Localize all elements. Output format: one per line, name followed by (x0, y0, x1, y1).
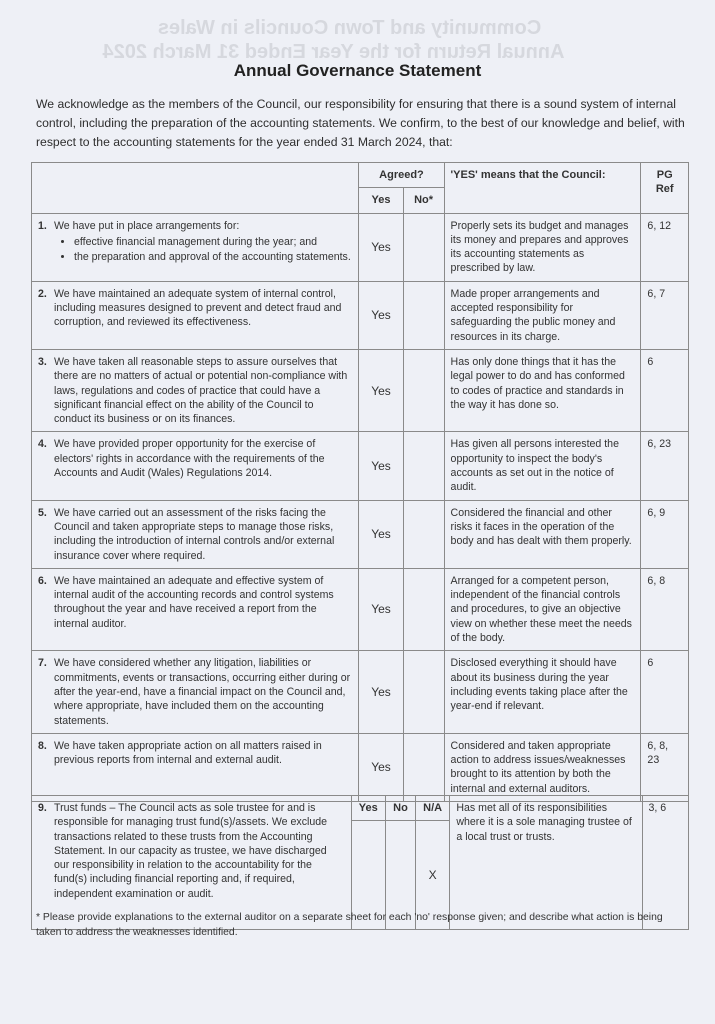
header-pg-ref: PG Ref (641, 163, 689, 214)
agreed-no-answer[interactable] (403, 500, 444, 568)
item-number: 2. (38, 287, 47, 300)
item-number: 7. (38, 657, 47, 670)
agreed-no-answer[interactable] (403, 213, 444, 281)
agreed-no-answer[interactable] (403, 281, 444, 349)
agreed-no-answer[interactable] (403, 349, 444, 431)
pg-ref-cell: 6, 12 (641, 213, 689, 281)
trust-statement-text: Trust funds – The Council acts as sole trustee for and is responsible for managing trust fund(s)/assets. We exclude transactions related to these trusts from the Accounting Statement. In our capacity as trustee, we have discharged our responsibility in relation to the accountability for the fund(s) including financial reporting and, if required, independent examination or audit. (54, 802, 328, 900)
statement-text: We have put in place arrangements for: (54, 219, 240, 232)
header-blank (32, 163, 359, 214)
bleed-through-header-line-1: Community and Town Councils in Wales (157, 17, 542, 39)
pg-ref-cell: 6, 7 (641, 281, 689, 349)
item-number: 1. (38, 219, 47, 232)
agreed-yes-answer[interactable]: Yes (359, 281, 403, 349)
pg-ref-cell: 6, 8 (641, 568, 689, 650)
agreed-yes-answer[interactable]: Yes (359, 568, 403, 650)
trust-header-yes: Yes (351, 796, 386, 821)
header-no: No* (403, 188, 444, 213)
statement-cell (32, 281, 359, 349)
yes-means-cell: Considered and taken appropriate action to address issues/weaknesses brought to its attention by both the internal and external auditors. (444, 733, 641, 801)
header-yes-means: 'YES' means that the Council: (444, 163, 641, 214)
statement-row (32, 568, 689, 650)
statement-text: We have taken appropriate action on all matters raised in previous reports from internal and external audit. (54, 739, 322, 767)
statement-text: We have taken all reasonable steps to assure ourselves that there are no matters of actual or potential non-compliance with laws, regulations and codes of practice that could have a significant financial effect on the ability of the Council to conduct its business or on its finances. (54, 355, 348, 426)
trust-header-na: N/A (415, 796, 449, 821)
statement-text: We have considered whether any litigation, liabilities or commitments, events or transactions, occurring either during or after the year-end, have a financial impact on the Council and, where appropriate, have included them on the accounting statements. (54, 657, 351, 727)
statement-cell (32, 568, 359, 650)
pg-ref-cell: 6, 23 (641, 432, 689, 500)
bullet-list (54, 235, 352, 265)
agreed-no-answer[interactable] (403, 651, 444, 733)
item-number: 8. (38, 739, 47, 752)
bleed-through-header-line-2: Annual Return for the Year Ended 31 March 2024 (102, 41, 565, 63)
yes-means-cell: Has only done things that it has the legal power to do and has conformed to codes of practice and standards in the way it has done so. (444, 349, 641, 431)
trust-pg-ref-cell: 3, 6 (642, 796, 688, 930)
item-number: 4. (38, 438, 47, 451)
statement-cell (32, 733, 359, 801)
yes-means-cell: Considered the financial and other risks it faces in the operation of the body and has dealt with them properly. (444, 500, 641, 568)
pg-ref-cell: 6, 9 (641, 500, 689, 568)
item-number: 3. (38, 355, 47, 368)
agreed-no-answer[interactable] (403, 568, 444, 650)
page-title: Annual Governance Statement (233, 61, 482, 80)
statement-row (32, 651, 689, 733)
header-agreed: Agreed? (359, 163, 444, 188)
statement-row (32, 213, 689, 281)
agreed-yes-answer[interactable]: Yes (359, 213, 403, 281)
statement-cell (32, 500, 359, 568)
item-number: 5. (38, 506, 47, 519)
agreed-yes-answer[interactable]: Yes (359, 651, 403, 733)
statement-text: We have provided proper opportunity for the exercise of electors' rights in accordance with the requirements of the Accounts and Audit (Wales) Regulations 2014. (54, 438, 325, 480)
trust-means-cell: Has met all of its responsibilities where it is a sole managing trustee of a local trust or trusts. (450, 796, 642, 930)
pg-ref-cell: 6, 8, 23 (641, 733, 689, 801)
yes-means-cell: Has given all persons interested the opportunity to inspect the body's accounts as set out in the notice of audit. (444, 432, 641, 500)
yes-means-cell: Disclosed everything it should have about its business during the year including events taking place after the year-end if relevant. (444, 651, 641, 733)
yes-means-cell: Made proper arrangements and accepted responsibility for safeguarding the public money and resources in its charge. (444, 281, 641, 349)
yes-means-cell: Properly sets its budget and manages its money and prepares and approves its accounting statements as prescribed by law. (444, 213, 641, 281)
pg-ref-cell: 6 (641, 651, 689, 733)
item-number: 9. (38, 802, 47, 814)
yes-means-cell: Arranged for a competent person, independent of the financial controls and procedures, to give an objective view on whether these meet the needs of the body. (444, 568, 641, 650)
item-number: 6. (38, 574, 47, 587)
statement-cell (32, 651, 359, 733)
agreed-yes-answer[interactable]: Yes (359, 500, 403, 568)
statement-text: We have maintained an adequate system of internal control, including measures designed to prevent and detect fraud and corruption, and reviewed its effectiveness. (54, 287, 342, 329)
statement-cell (32, 349, 359, 431)
agreed-yes-answer[interactable]: Yes (359, 432, 403, 500)
agreed-yes-answer[interactable]: Yes (359, 349, 403, 431)
statement-row (32, 500, 689, 568)
intro-paragraph: We acknowledge as the members of the Council, our responsibility for ensuring that there is a sound system of internal control, including the preparation of the accounting statements. We confirm, to the best of our knowledge and belief, with respect to the accounting statements for the year ended 31 March 2024, that: (36, 97, 685, 149)
trust-na-answer[interactable]: X (415, 821, 449, 930)
agreed-no-answer[interactable] (403, 432, 444, 500)
bullet-item: • the preparation and approval of the accounting statements. (74, 250, 352, 264)
statement-row (32, 281, 689, 349)
statement-row (32, 733, 689, 801)
statement-row (32, 349, 689, 431)
footnote: * Please provide explanations to the external auditor on a separate sheet for each 'no' response given; and describe what action is being taken to address the weaknesses identified. (36, 912, 663, 938)
pg-ref-cell: 6 (641, 349, 689, 431)
header-yes: Yes (359, 188, 403, 213)
trust-header-no: No (386, 796, 416, 821)
statement-text: We have carried out an assessment of the risks facing the Council and taken appropriate steps to manage those risks, including the introduction of internal controls and/or external insurance cover where required. (54, 506, 335, 562)
statement-cell (32, 213, 359, 281)
statement-row (32, 432, 689, 500)
governance-statement-table (31, 162, 689, 802)
agreed-no-answer[interactable] (403, 733, 444, 801)
statement-cell (32, 432, 359, 500)
agreed-yes-answer[interactable]: Yes (359, 733, 403, 801)
bullet-item: • effective financial management during the year; and (74, 235, 352, 249)
statement-text: We have maintained an adequate and effective system of internal audit of the accounting records and control systems throughout the year and have received a report from the internal auditor. (54, 574, 334, 630)
